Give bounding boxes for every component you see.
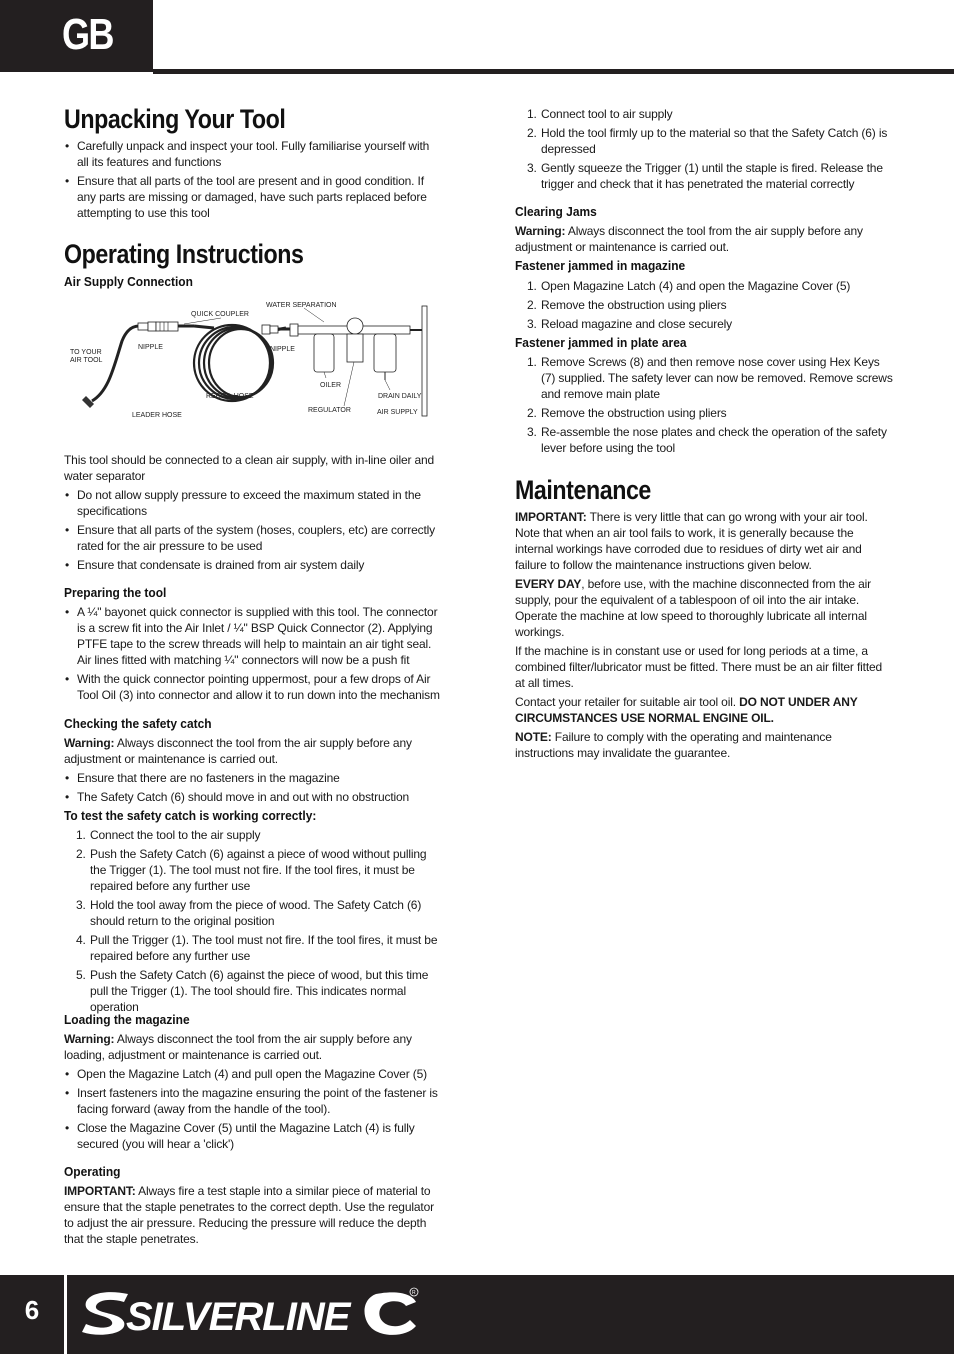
list-item: • Close the Magazine Cover (5) until the Magazine Latch (4) is fully secured (you will hear a 'click') (64, 1120, 442, 1152)
safety-heading: Checking the safety catch (64, 716, 212, 731)
header-rule (153, 69, 954, 74)
language-tab (0, 0, 153, 72)
list-item: • Ensure that all parts of the system (hoses, couplers, etc) are correctly rated for the air pressure to be used (64, 522, 442, 554)
list-item: • Carefully unpack and inspect your tool. Fully familiarise yourself with all its features and functions (64, 138, 442, 170)
list-item: 1. Remove Screws (8) and then remove nose cover using Hex Keys (7) supplied. The safety lever can now be removed. Remove screws and remove main plate (527, 355, 893, 401)
operating-section (64, 1183, 442, 1250)
loading-warning (64, 1031, 442, 1063)
regulator-gauge (347, 318, 363, 334)
list-item: 3. Hold the tool away from the piece of wood. The Safety Catch (6) should return to the original position (76, 898, 422, 928)
plate-jam-heading: Fastener jammed in plate area (515, 335, 687, 350)
list-item: • Insert fasteners into the magazine ensuring the point of the fastener is facing forward (away from the handle of the tool). (64, 1085, 442, 1117)
warning-label: Warning: (64, 1032, 115, 1046)
list-item: 2. Remove the obstruction using pliers (527, 298, 727, 312)
list-item: 3. Gently squeeze the Trigger (1) until the staple is fired. Release the trigger and check that it has penetrated the material correctly (527, 161, 883, 191)
unpacking-title: Unpacking Your Tool (64, 104, 286, 134)
label-quick-coupler: QUICK COUPLER (191, 311, 249, 318)
maintenance-title: Maintenance (515, 475, 651, 505)
safety-section (64, 735, 442, 808)
svg-text:R: R (412, 1290, 416, 1296)
footer-divider (64, 1275, 67, 1354)
list-item: 4. Pull the Trigger (1). The tool must not fire. If the tool fires, it must be repaired before any further use (76, 933, 438, 963)
operating-important (64, 1183, 442, 1247)
maintenance-p4: Contact your retailer for suitable air tool oil. DO NOT UNDER ANY CIRCUMSTANCES USE NORMAL ENGINE OIL. (515, 695, 858, 725)
warning-label: Warning: (515, 224, 566, 238)
logo-wordmark: SILVERLINE (126, 1295, 350, 1339)
warning-text: Always disconnect the tool from the air supply before any loading, adjustment or maintenance is carried out. (64, 1032, 412, 1062)
logo-swoosh (365, 1292, 417, 1335)
list-item: • Ensure that all parts of the tool are present and in good condition. If any parts are missing or damaged, have such parts replaced before attempting to use this tool (64, 173, 442, 221)
list-item: • Open the Magazine Latch (4) and pull open the Magazine Cover (5) (64, 1066, 442, 1082)
list-item: 3. Reload magazine and close securely (527, 317, 733, 331)
silverline-logo (80, 1284, 420, 1342)
plate-jam-steps (515, 354, 893, 459)
air-supply-diagram (64, 296, 440, 426)
warning-text: Always disconnect the tool from the air supply before any adjustment or maintenance is carried out. (64, 736, 412, 766)
magazine-jam-heading: Fastener jammed in magazine (515, 258, 686, 273)
test-safety-heading: To test the safety catch is working correctly: (64, 808, 317, 823)
maintenance-section (515, 509, 893, 764)
preparing-heading: Preparing the tool (64, 585, 167, 600)
list-item: 3. Re-assemble the nose plates and check the operation of the safety lever before using the tool (527, 425, 887, 455)
maintenance-p1: IMPORTANT: There is very little that can go wrong with your air tool. Note that when an air tool fails to work, it is generally because the internal workings have corroded due to residues of dirty wet air and failure to follow the maintenance instructions given below. (515, 510, 868, 572)
maintenance-p2: EVERY DAY, before use, with the machine disconnected from the air supply, pour the equivalent of a tablespoon of oil into the air intake. Operate the machine at low speed to thoroughly lubricate all internal workings. (515, 577, 872, 639)
label-air-supply: AIR SUPPLY (377, 409, 418, 416)
unpacking-list (64, 138, 442, 224)
label-to-your: TO YOUR (70, 349, 102, 356)
loading-heading: Loading the magazine (64, 1012, 190, 1027)
operating-steps (515, 106, 893, 195)
preparing-list (64, 604, 442, 706)
list-item: 5. Push the Safety Catch (6) against the piece of wood, but this time pull the Trigger (1). The tool should fire. This indicates normal operation (76, 968, 429, 1014)
label-recoil-hose: RECOIL HOSE (206, 393, 254, 400)
air-supply-heading: Air Supply Connection (64, 274, 193, 289)
air-supply-section (64, 452, 442, 576)
air-supply-pipe (422, 306, 427, 416)
label-regulator: REGULATOR (308, 407, 351, 414)
operating-instructions-title: Operating Instructions (64, 239, 304, 269)
list-item: 1. Connect the tool to the air supply (76, 828, 261, 842)
label-drain-daily: DRAIN DAILY (378, 393, 422, 400)
filter-bowl (374, 334, 396, 372)
maintenance-p5: NOTE: Failure to comply with the operating and maintenance instructions may invalidate the guarantee. (515, 730, 832, 760)
recoil-hose-coils (194, 325, 273, 401)
list-item: 2. Remove the obstruction using pliers (527, 406, 727, 420)
quick-coupler-shape (156, 322, 178, 331)
label-air-tool: AIR TOOL (70, 357, 103, 364)
label-nipple-right: NIPPLE (270, 346, 295, 353)
safety-warning (64, 735, 442, 767)
loading-section (64, 1031, 442, 1155)
important-text: Always fire a test staple into a similar piece of material to ensure that the staple penetrates to the correct depth. Use the regulator to adjust the air pressure. Reducing the pressure will reduce the depth that the staple penetrates. (64, 1184, 434, 1246)
warning-label: Warning: (64, 736, 115, 750)
list-item: 2. Push the Safety Catch (6) against a piece of wood without pulling the Trigger (1). The tool must not fire. If the tool fires, it must be repaired before any further use (76, 847, 427, 893)
list-item: • Do not allow supply pressure to exceed the maximum stated in the specifications (64, 487, 442, 519)
list-item: • The Safety Catch (6) should move in and out with no obstruction (64, 789, 442, 805)
list-item: • With the quick connector pointing uppermost, pour a few drops of Air Tool Oil (3) into connector and allow it to run down into the mechanism (64, 671, 442, 703)
page-number: 6 (24, 1295, 40, 1325)
warning-text: Always disconnect the tool from the air supply before any adjustment or maintenance is carried out. (515, 224, 863, 254)
magazine-jam-steps (515, 278, 893, 335)
clearing-jams-heading: Clearing Jams (515, 204, 597, 219)
list-item: 1. Connect tool to air supply (527, 107, 673, 121)
language-code: GB (62, 10, 113, 59)
list-item: 1. Open Magazine Latch (4) and open the Magazine Cover (5) (527, 279, 851, 293)
nipple-left-shape (138, 323, 148, 330)
air-supply-intro: This tool should be connected to a clean air supply, with in-line oiler and water separator (64, 453, 435, 483)
nipple-right-shape (262, 325, 270, 334)
label-water-separation: WATER SEPARATION (266, 302, 337, 309)
list-item: 2. Hold the tool firmly up to the material so that the Safety Catch (6) is depressed (527, 126, 888, 156)
list-item: • Ensure that condensate is drained from air system daily (64, 557, 442, 573)
label-nipple-left: NIPPLE (138, 344, 163, 351)
oiler-bowl (314, 334, 334, 372)
clearing-warning (515, 223, 893, 258)
important-label: IMPORTANT: (64, 1184, 136, 1198)
safety-steps (64, 827, 442, 1018)
label-leader-hose: LEADER HOSE (132, 412, 182, 419)
tool-connector (82, 396, 94, 408)
maintenance-p3: If the machine is in constant use or used for long periods at a time, a combined filter/lubricator must be fitted. There must be an air filter fitted at all times. (515, 644, 883, 690)
list-item: • A ¼" bayonet quick connector is supplied with this tool. The connector is a screw fit into the Air Inlet / ¼" BSP Quick Connector (2). Applying PTFE tape to the screw threads will help to maintain an air tight seal. Air lines fitted with matching ¼" connectors will now be a push fit (64, 604, 442, 668)
regulator-body (347, 334, 363, 362)
label-oiler: OILER (320, 382, 342, 389)
operating-heading: Operating (64, 1164, 121, 1179)
list-item: • Ensure that there are no fasteners in the magazine (64, 770, 442, 786)
